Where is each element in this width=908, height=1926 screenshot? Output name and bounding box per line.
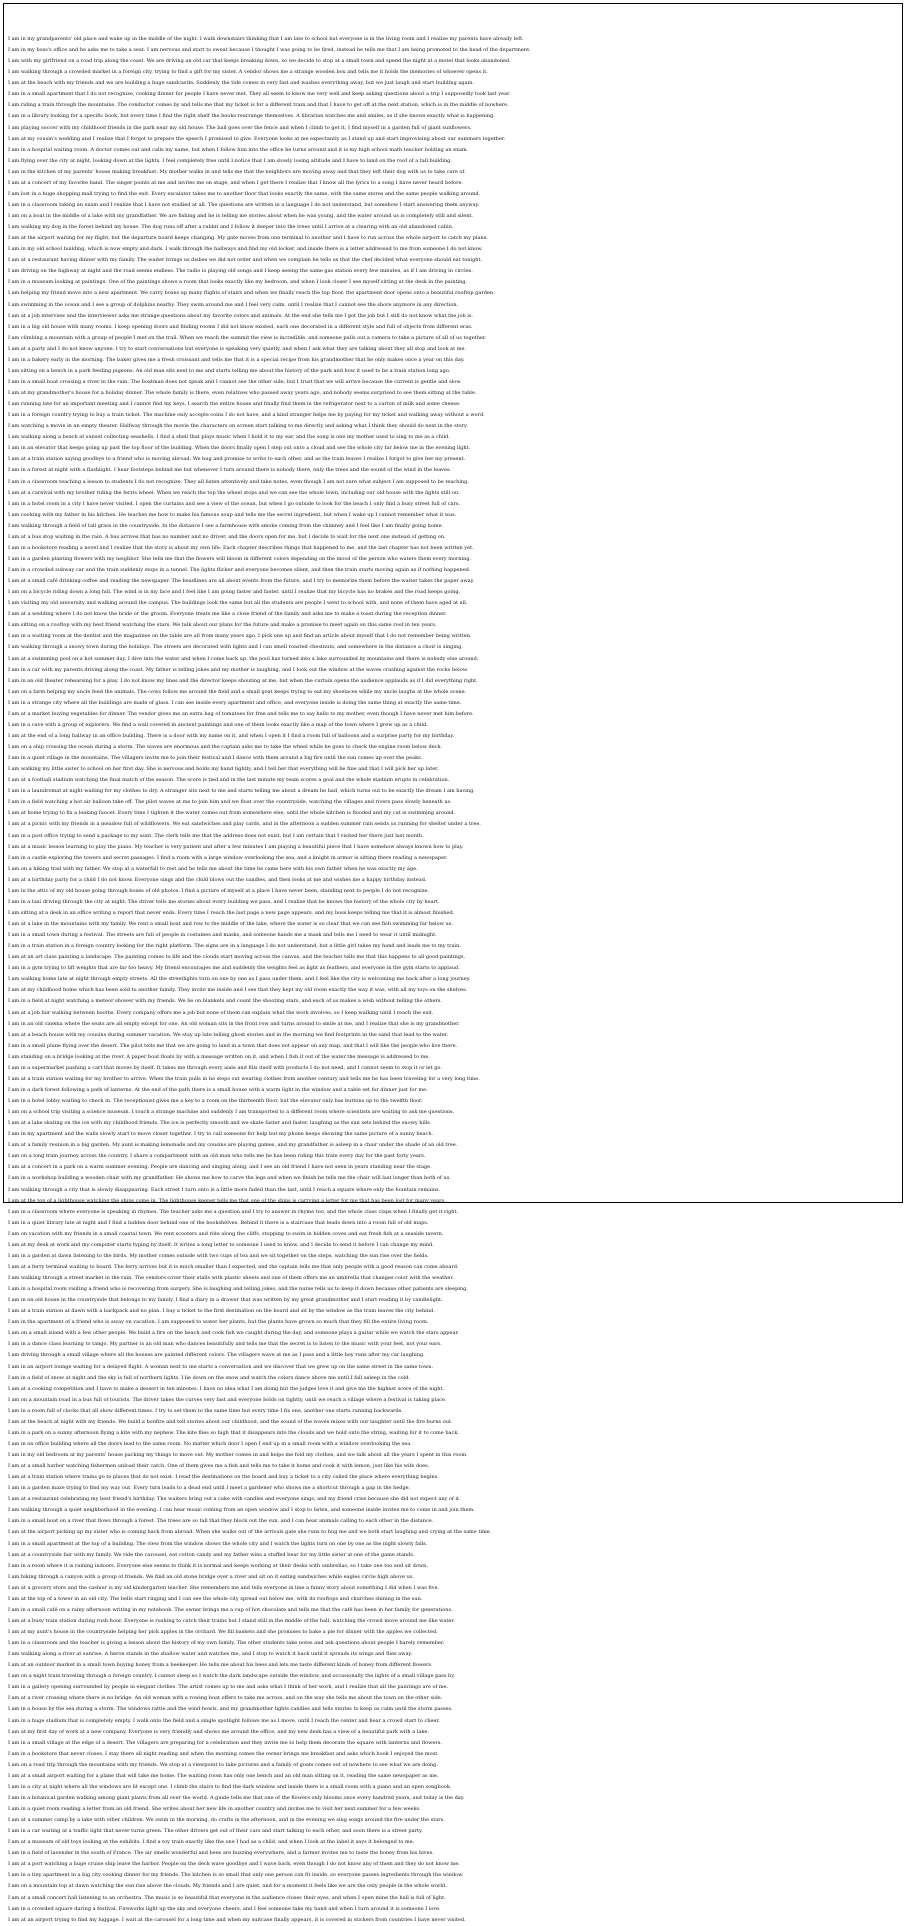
text-line: I am in a cave with a group of explorers. We find a wall covered in ancient paintings and one of them looks exactly like a map of the town where I grew up as a child. — [8, 721, 428, 728]
text-line: I am on a school trip visiting a science museum. I touch a strange machine and suddenly I am transported to a different room where scientists are waiting to ask me questions. — [8, 1109, 455, 1116]
text-line: I am at a cooking competition and I have to make a dessert in ten minutes. I have no idea what I am doing but the judges love it and give me the highest score of the night. — [8, 1385, 445, 1392]
text-line: I am in a small boat crossing a river in the rain. The boatman does not speak and I cannot see the other side, but I trust that we will arrive because the current is gentle and slow. — [8, 378, 462, 385]
text-line: I am at a ferry terminal waiting to board. The ferry arrives but it is much smaller than I expected, and the captain tells me that only people with a good reason can come aboard. — [8, 1263, 459, 1270]
text-line: I am in an old house in the countryside that belongs to my family. I find a diary in a drawer that was written by my great grandmother and I start reading it by candlelight. — [8, 1297, 443, 1304]
text-line: I am at an airport trying to find my luggage. I wait at the carousel for a long time and when my suitcase finally appears, it is covered in stickers from countries I have never visited. — [8, 1916, 466, 1923]
text-line: I am at a carnival with my brother riding the ferris wheel. When we reach the top the wheel stops and we can see the whole town, including our old house with the lights still on. — [8, 489, 460, 496]
text-line: I am in my old school building, which is now empty and dark. I walk through the hallways and find my old locker, and inside there is a letter addressed to me from someone I do not know. — [8, 246, 483, 253]
text-line: I am in a castle exploring the towers and secret passages. I find a room with a large window overlooking the sea, and a knight in armor is sitting there reading a newspaper. — [8, 854, 448, 861]
text-line: I am walking through a snowy town during the holidays. The streets are decorated with lights and I can smell roasted chestnuts, and somewhere in the distance a choir is singing. — [8, 644, 463, 651]
text-line: I am in a strange city where all the buildings are made of glass. I can see inside every apartment and office, and everyone inside is doing the same thing at exactly the same time. — [8, 699, 462, 706]
text-line: I am in the apartment of a friend who is away on vacation. I am supposed to water her plants, but the plants have grown so much that they fill the entire living room. — [8, 1319, 429, 1326]
text-line: I am at the top of a lighthouse watching the ships come in. The lighthouse keeper tells me that one of the ships is carrying a letter for me that has been lost for many years. — [8, 1197, 446, 1204]
text-line: I am on a farm helping my uncle feed the animals. The cows follow me around the field and a small goat keeps trying to eat my shoelaces while my uncle laughs at the whole scene. — [8, 688, 467, 695]
text-line: I am in a bookstore reading a novel and I realize that the story is about my own life. Each chapter describes things that happened to me, and the last chapter has not been written yet. — [8, 544, 474, 551]
text-line: I am in my apartment and the walls slowly start to move closer together. I try to call someone for help but my phone keeps showing the same picture of a sunny beach. — [8, 1131, 434, 1138]
text-line: I am walking along a river at sunrise. A heron stands in the shallow water and watches me, and I stop to watch it back until it spreads its wings and flies away. — [8, 1651, 413, 1658]
text-line: I am at a restaurant having dinner with my family. The waiter brings us dishes we did not order and when we complain he tells us that the chef decided what everyone should eat tonight. — [8, 257, 483, 264]
text-line: I am at a small café drinking coffee and reading the newspaper. The headlines are all about events from the future, and I try to memorize them before the waiter takes the paper away. — [8, 578, 475, 585]
text-line: I am at a train station saying goodbye to a friend who is moving abroad. We hug and promise to write to each other, and as the train leaves I realize I forgot to give her my present. — [8, 456, 466, 463]
text-line: I am at a birthday party for a child I do not know. Everyone sings and the child blows out the candles, and then looks at me and wishes me a happy birthday instead. — [8, 876, 427, 883]
text-line: I am walking my little sister to school on her first day. She is nervous and holds my hand tightly, and I tell her that everything will be fine and that I will pick her up later. — [8, 766, 439, 773]
text-line: I am at a restaurant celebrating my best friend's birthday. The waiters bring out a cake with candles and everyone sings, and my friend cries because she did not expect any of it. — [8, 1496, 461, 1503]
text-line: I am playing soccer with my childhood friends in the park near my old house. The ball goes over the fence and when I climb to get it, I find myself in a garden full of giant sunflowers. — [8, 124, 472, 131]
document-page — [3, 3, 903, 1923]
text-line: I am in a house by the sea during a storm. The windows rattle and the wind howls, and my grandmother lights candles and tells stories to keep us calm until the storm passes. — [8, 1706, 453, 1713]
text-line: I am at a train station where trains go to places that do not exist. I read the destinations on the board and buy a ticket to a city called the place where everything begins. — [8, 1474, 439, 1481]
text-line: I am hiking through a canyon with a group of friends. We find an old stone bridge over a river and sit on it eating sandwiches while eagles circle high above us. — [8, 1573, 415, 1580]
text-line: I am at my childhood home which has been sold to another family. They invite me inside and I see that they kept my old room exactly the way it was, with all my toys on the shelves. — [8, 987, 468, 994]
text-line: I am at a small harbor watching fishermen unload their catch. One of them gives me a fish and tells me to take it home and cook it with lemon, just like his wife does. — [8, 1463, 430, 1470]
text-line: I am walking my dog in the forest behind my house. The dog runs off after a rabbit and I follow it deeper into the trees until I arrive at a clearing with an old abandoned cabin. — [8, 224, 454, 231]
text-line: I am in an old theater rehearsing for a play. I do not know my lines and the director keeps shouting at me, but when the curtain opens the audience applauds as if I did everything right. — [8, 677, 478, 684]
text-line: I am at a lake skating on the ice with my childhood friends. The ice is perfectly smooth and we skate faster and faster, laughing as the sun sets behind the snowy hills. — [8, 1120, 432, 1127]
text-line: I am sitting on a bench in a park feeding pigeons. An old man sits next to me and starts telling me about the history of the park and how it used to be a train station long ago. — [8, 367, 451, 374]
text-line: I am in a huge stadium that is completely empty. I walk onto the field and a single spotlight follows me as I move, until I reach the center and hear a crowd start to cheer. — [8, 1717, 440, 1724]
text-line: I am on a ship crossing the ocean during a storm. The waves are enormous and the captain asks me to take the wheel while he goes to check the engine room below deck. — [8, 744, 443, 750]
text-line: I am at a river crossing where there is no bridge. An old woman with a rowing boat offers to take me across, and on the way she tells me about the town on the other side. — [8, 1695, 443, 1702]
text-line: I am at the top of a tower in an old city. The bells start ringing and I can see the whole city spread out below me, with its rooftops and churches shining in the sun. — [8, 1595, 423, 1602]
text-line: I am in an elevator that keeps going up past the top floor of the building. When the doors finally open I step out onto a cloud and see the whole city far below me in the evening light. — [8, 445, 471, 452]
text-line: I am at a music lesson learning to play the piano. My teacher is very patient and after a few minutes I am playing a beautiful piece that I have somehow always known how to play. — [8, 843, 464, 850]
text-line: I am at a countryside fair with my family. We ride the carousel, eat cotton candy and my father wins a stuffed bear for my little sister at one of the game stands. — [8, 1551, 415, 1558]
text-line: I am at a small concert hall listening to an orchestra. The music is so beautiful that everyone in the audience closes their eyes, and when I open mine the hall is full of light. — [8, 1894, 446, 1901]
text-line: I am in a classroom taking an exam and I realize that I have not studied at all. The questions are written in a language I do not understand, but somehow I start answering them anyway. — [8, 201, 480, 208]
text-line: I am at my cousin's wedding and I realize that I forgot to prepare the speech I promised to give. Everyone looks at me expectantly as I stand up and start improvising about our summers together. — [8, 135, 506, 142]
text-line: I am at a concert in a park on a warm summer evening. People are dancing and singing along, and I see an old friend I have not seen in years standing near the stage. — [8, 1164, 432, 1171]
text-line: I am in an old cinema where the seats are all empty except for one. An old woman sits in the front row and turns around to smile at me, and I realize that she is my grandmother. — [8, 1020, 460, 1027]
text-line: I am in a garden at dawn listening to the birds. My mother comes outside with two cups of tea and we sit together on the steps, watching the sun rise over the fields. — [8, 1252, 429, 1259]
text-line: I am in a train station in a foreign country looking for the right platform. The signs are in a language I do not understand, but a little girl takes my hand and leads me to my train. — [8, 943, 461, 950]
text-line: I am in a crowded square during a festival. Fireworks light up the sky and everyone cheers, and I feel someone take my hand and when I turn around it is someone I love. — [8, 1905, 441, 1912]
text-line: I am in a car waiting at a traffic light that never turns green. The other drivers get out of their cars and start talking to each other, and soon there is a street party. — [8, 1828, 423, 1835]
text-line: I am in a quiet room reading a letter from an old friend. She writes about her new life in another country and invites me to visit her next summer for a few weeks. — [8, 1806, 421, 1812]
text-line: I am in the kitchen of my parents' house making breakfast. My mother walks in and tells me that the neighbors are moving away and that they left their dog with us to take care of. — [8, 168, 466, 175]
text-line: I am in my old bedroom at my parents' house packing my things to move out. My mother comes in and helps me fold my clothes, and we talk about all the years I spent in this room. — [8, 1452, 468, 1458]
text-line: I am in a small boat on a river that flows through a forest. The trees are so tall that they block out the sun, and I can hear animals calling to each other in the distance. — [8, 1518, 434, 1525]
text-line: I am at an outdoor market in a small town buying honey from a beekeeper. He tells me about his bees and lets me taste different kinds of honey from different flowers. — [8, 1662, 433, 1669]
text-line: I am at my first day of work at a new company. Everyone is very friendly and shows me around the office, and my new desk has a view of a beautiful park with a lake. — [8, 1728, 429, 1735]
text-line: I am at a wedding where I do not know the bride or the groom. Everyone treats me like a close friend of the family and asks me to make a toast during the reception dinner. — [8, 611, 447, 618]
text-line: I am at a grocery store and the cashier is my old kindergarten teacher. She remembers me and tells everyone in line a funny story about something I did when I was five. — [8, 1584, 440, 1591]
text-line: I am in a botanical garden walking among giant plants from all over the world. A guide tells me that one of the flowers only blooms once every hundred years, and today is the day. — [8, 1794, 465, 1801]
text-line: I am in a gym trying to lift weights that are far too heavy. My friend encourages me and suddenly the weights feel as light as feathers, and everyone in the gym starts to applaud. — [8, 965, 460, 972]
text-line: I am on vacation with my friends in a small coastal town. We rent scooters and ride along the cliffs, stopping to swim in hidden coves and eat fresh fish at a seaside tavern. — [8, 1230, 444, 1237]
text-line: I am swimming in the ocean and I see a group of dolphins nearby. They swim around me and I feel very calm, until I realize that I cannot see the shore anymore in any direction. — [8, 301, 459, 308]
text-line: I am in a garden planting flowers with my neighbor. She tells me that the flowers will bloom in different colors depending on the mood of the person who waters them every morning. — [8, 555, 472, 562]
text-line: I am in a bakery early in the morning. The baker gives me a fresh croissant and tells me that it is a special recipe from his grandmother that he only makes once a year on this day. — [8, 356, 465, 363]
text-line: I am at a football stadium watching the final match of the season. The score is tied and in the last minute my team scores a goal and the whole stadium erupts in celebration. — [8, 777, 450, 784]
text-line: I am in a forest at night with a flashlight. I hear footsteps behind me but whenever I turn around there is nobody there, only the trees and the sound of the wind in the leaves. — [8, 467, 452, 474]
text-line: I am at a family reunion in a big garden. My aunt is making lemonade and my cousins are playing games, and my grandfather is asleep in a chair under the shade of an old tree. — [8, 1142, 458, 1149]
text-line: I am at the beach with my friends and we are building a huge sandcastle. Suddenly the tide comes in very fast and washes everything away, but we just laugh and start building again. — [8, 80, 474, 87]
text-line: I am on a mountain top at dawn watching the sun rise above the clouds. My friends and I are quiet, and for a moment it feels like we are the only people in the whole world. — [8, 1883, 447, 1890]
text-line: I am in a bookstore that never closes. I stay there all night reading and when the morning comes the owner brings me breakfast and asks which book I enjoyed the most. — [8, 1750, 439, 1757]
text-line: I am walking through a street market in the rain. The vendors cover their stalls with plastic sheets and one of them offers me an umbrella that changes color with the weather. — [8, 1275, 454, 1281]
text-line: I am in a small apartment that I do not recognize, cooking dinner for people I have never met. They all seem to know me very well and keep asking questions about a trip I supposedly took last year. — [8, 91, 511, 98]
text-line: I am standing on a bridge looking at the river. A paper boat floats by with a message written on it, and when I fish it out of the water the message is addressed to me. — [8, 1053, 430, 1060]
text-line: I am in a quiet village in the mountains. The villagers invite me to join their festival and I dance with them around a big fire until the sun comes up over the peaks. — [8, 755, 423, 762]
text-line: I am with my girlfriend on a road trip along the coast. We are driving an old car that keeps breaking down, so we decide to stop at a small town and spend the night at a motel that looks abandoned. — [8, 58, 511, 65]
text-line: I am at a small airport waiting for a plane that will take me home. The waiting room has only one bench and an old man sitting on it, reading the same newspaper as me. — [8, 1772, 439, 1779]
text-line: I am on a hiking trail with my father. We stop at a waterfall to rest and he tells me about the time he came here with his own father when he was exactly my age. — [8, 865, 418, 872]
text-line: I am at a concert of my favorite band. The singer points at me and invites me on stage, and when I get there I realize that I know all the lyrics to a song I have never heard before. — [8, 179, 464, 186]
text-line: I am at the end of a long hallway in an office building. There is a door with my name on it, and when I open it I find a room full of balloons and a surprise party for my birthday. — [8, 732, 455, 739]
text-line: I am in a gallery opening surrounded by people in elegant clothes. The artist comes up to me and asks what I think of her work, and I realize that all the paintings are of me. — [8, 1684, 449, 1691]
text-line: I am at a port watching a huge cruise ship leave the harbor. People on the deck wave goodbye and I wave back, even though I do not know any of them and they do not know me. — [8, 1861, 460, 1868]
text-line: I am at an art class painting a landscape. The painting comes to life and the clouds start moving across the canvas, and the teacher tells me that this happens to all good paintings. — [8, 954, 466, 961]
text-line: I am in a waiting room at the dentist and the magazines on the table are all from many years ago. I pick one up and find an article about myself that I do not remember being written. — [8, 633, 472, 640]
text-line: I am in a tiny apartment in a big city cooking dinner for my friends. The kitchen is so small that only one person can fit inside, so everyone passes ingredients through the window. — [8, 1872, 464, 1879]
text-line: I am at a museum of old toys looking at the exhibits. I find a toy train exactly like the one I had as a child, and when I look at the label it says it belonged to me. — [8, 1839, 415, 1846]
text-line: I am walking through a quiet neighborhood in the evening. I can hear music coming from an open window and I stop to listen, and someone inside invites me to come in and join them. — [8, 1507, 475, 1514]
text-line: I am in my grandparents' old place and wake up in the middle of the night. I walk downstairs thinking that I am late to school but everyone is in the living room and I realize my parents have already left. — [8, 36, 524, 42]
text-line: I am in a small apartment at the top of a building. The view from the window shows the whole city and I watch the lights turn on one by one as the night slowly falls. — [8, 1540, 428, 1547]
text-line: I am in a museum looking at paintings. One of the paintings shows a room that looks exactly like my bedroom, and when I look closer I see myself sitting at the desk in the painting. — [8, 279, 468, 286]
text-line: I am at the airport picking up my sister who is coming back from abroad. When she walks out of the arrivals gate she runs to hug me and we both start laughing and crying at the same time. — [8, 1529, 492, 1536]
text-line: I am on a bicycle riding down a long hill. The wind is in my face and I feel like I am going faster and faster, until I realize that my bicycle has no brakes and the road keeps going. — [8, 589, 461, 596]
text-line: I am in a field at night watching a meteor shower with my friends. We lie on blankets and count the shooting stars, and each of us makes a wish without telling the others. — [8, 998, 442, 1005]
text-line: I am in a park on a sunny afternoon flying a kite with my nephew. The kite flies so high that it disappears into the clouds and we hold onto the string, waiting for it to come back. — [8, 1429, 459, 1436]
text-line: I am in a classroom where everyone is speaking in rhymes. The teacher asks me a question and I try to answer in rhyme too, and the whole class claps when I finally get it right. — [8, 1208, 459, 1215]
text-line: I am visiting my old university and walking around the campus. The buildings look the same but all the students are people I went to school with, and none of them have aged at all. — [8, 600, 468, 607]
text-line: I am in a big old house with many rooms. I keep opening doors and finding rooms I did not know existed, each one decorated in a different style and full of objects from different eras. — [8, 323, 473, 330]
text-line: I am sitting at a desk in an office writing a report that never ends. Every time I reach the last page a new page appears, and my boss keeps telling me that it is almost finished. — [8, 909, 455, 916]
text-line: I am in a small plane flying over the desert. The pilot tells me that we are going to land in a town that does not appear on any map, and that I will like the people who live there. — [8, 1042, 458, 1049]
text-line: I am in a post office trying to send a package to my aunt. The clerk tells me that the address does not exist, but I am certain that I visited her there just last month. — [8, 832, 424, 839]
text-line: I am walking through a city that is slowly disappearing. Each street I turn onto is a little more faded than the last, until I reach a square where only the fountain remains. — [8, 1186, 441, 1193]
text-line: I am in a small town during a festival. The streets are full of people in costumes and masks, and someone hands me a mask and tells me I need to wear it until midnight. — [8, 932, 437, 939]
text-line: I am climbing a mountain with a group of people I met on the trail. When we reach the summit the view is incredible, and someone pulls out a camera to take a picture of all of us together. — [8, 334, 487, 341]
text-line: I am in an office building where all the doors lead to the same room. No matter which door I open I end up in a small room with a window overlooking the sea. — [8, 1440, 412, 1447]
text-line: I am in an airport lounge waiting for a delayed flight. A woman next to me starts a conversation and we discover that we grew up on the same street in the same town. — [8, 1363, 434, 1370]
text-line: I am at the beach at night with my friends. We build a bonfire and tell stories about our childhood, and the sound of the waves mixes with our laughter until the fire burns out. — [8, 1418, 453, 1425]
text-line: I am helping my friend move into a new apartment. We carry boxes up many flights of stairs and when we finally reach the top floor, the apartment door opens onto a beautiful rooftop garden. — [8, 290, 495, 297]
text-line: I am in a car with my parents driving along the coast. My father is telling jokes and my mother is laughing, and I look out the window at the waves crashing against the rocks below. — [8, 666, 468, 673]
text-line: I am in a foreign country trying to buy a train ticket. The machine only accepts coins I do not have, and a kind stranger helps me by paying for my ticket and walking away without a word. — [8, 412, 485, 419]
text-line: I am in a hotel lobby waiting to check in. The receptionist gives me a key to a room on the thirteenth floor, but the elevator only has buttons up to the twelfth floor. — [8, 1098, 423, 1104]
text-line: I am in the attic of my old house going through boxes of old photos. I find a picture of myself at a place I have never been, standing next to people I do not recognize. — [8, 887, 430, 894]
text-line: I am at a train station waiting for my brother to arrive. When the train pulls in he steps out wearing clothes from another century and tells me he has been traveling for a very long time. — [8, 1075, 480, 1082]
text-line: I am driving through a small village where all the houses are painted different colors. The villagers wave at me as I pass and a little boy runs after my car laughing. — [8, 1352, 425, 1359]
text-line: I am in a hotel room in a city I have never visited. I open the curtains and see a view of the ocean, but when I go outside to look for the beach I only find a busy street full of cars. — [8, 500, 461, 507]
text-line: I am at a busy train station during rush hour. Everyone is rushing to catch their trains but I stand still in the middle of the hall, watching the crowd move around me like water. — [8, 1617, 455, 1624]
text-line: I am at a bus stop waiting in the rain. A bus arrives that has no number and no driver, and the doors open for me, but I decide to wait for the next one instead of getting on. — [8, 533, 446, 540]
text-line: I am at a picnic with my friends in a meadow full of wildflowers. We eat sandwiches and play cards, and in the afternoon a sudden summer rain sends us running for shelter under a tree. — [8, 821, 481, 828]
text-line: I am walking home late at night through empty streets. All the streetlights turn on one by one as I pass under them, and I feel like the city is welcoming me back after a long journey. — [8, 976, 471, 983]
text-line: I am walking through a crowded market in a foreign city, trying to find a gift for my sister. A vendor shows me a strange wooden box and tells me it holds the memories of whoever opens it. — [8, 69, 488, 76]
text-line: I am in a hospital room visiting a friend who is recovering from surgery. She is laughing and telling jokes, and the nurse tells us to keep it down because other patients are sleeping. — [8, 1286, 468, 1293]
document-body — [8, 34, 898, 1926]
text-line: I am in a garden maze trying to find my way out. Every turn leads to a dead end until I meet a gardener who shows me a shortcut through a gap in the hedge. — [8, 1485, 411, 1492]
text-line: I am in a library looking for a specific book, but every time I find the right shelf the books rearrange themselves. A librarian watches me and smiles, as if she knows exactly what is happening. — [8, 113, 495, 120]
text-line: I am sitting on a rooftop with my best friend watching the stars. We talk about our plans for the future and make a promise to meet again on this same roof in ten years. — [8, 622, 437, 629]
text-line: I am in a supermarket pushing a cart that moves by itself. It takes me through every aisle and fills itself with products I do not need, and I cannot seem to stop it or let go. — [8, 1064, 442, 1071]
text-line: I am at a lake in the mountains with my family. We rent a small boat and row to the middle of the lake, where the water is so clear that we can see fish swimming far below us. — [8, 921, 453, 927]
text-line: I am on a boat in the middle of a lake with my grandfather. We are fishing and he is telling me stories about when he was young, and the water around us is completely still and silent. — [8, 213, 474, 219]
text-line: I am driving on the highway at night and the road seems endless. The radio is playing old songs and I keep seeing the same gas station every few minutes, as if I am driving in circles. — [8, 268, 473, 275]
text-line: I am at my grandmother's house for a holiday dinner. The whole family is there, even relatives who passed away years ago, and nobody seems surprised to see them sitting at the table. — [8, 390, 477, 396]
text-line: I am in my boss's office and he asks me to take a seat. I am nervous and start to sweat because I thought I was going to be fired, instead he tells me that I am being promoted to the head of the department. — [8, 47, 531, 54]
text-line: I am at a summer camp by a lake with other children. We swim in the morning, do crafts in the afternoon, and in the evening we sing songs around the fire under the stars. — [8, 1817, 445, 1824]
text-line: I am in a classroom and the teacher is giving a lesson about the history of my own family. The other students take notes and ask questions about people I barely remember. — [8, 1640, 445, 1647]
text-line: I am in a small café on a rainy afternoon writing in my notebook. The owner brings me a cup of hot chocolate and tells me that the café has been in her family for generations. — [8, 1606, 453, 1613]
text-line: I am at a swimming pool on a hot summer day. I dive into the water and when I come back up, the pool has turned into a lake surrounded by mountains and there is nobody else around. — [8, 655, 479, 662]
text-line: I am in a room where it is raining indoors. Everyone else seems to think it is normal and keeps working at their desks with umbrellas, so I take one too and sit down. — [8, 1562, 428, 1569]
text-line: I am in a quiet library late at night and I find a hidden door behind one of the bookshelves. Behind it there is a staircase that leads down into a room full of old maps. — [8, 1219, 429, 1226]
text-line: I am in a dance class learning to tango. My partner is an old man who dances beautifully and tells me that the secret is to listen to the music with your feet, not your ears. — [8, 1341, 442, 1348]
text-line: I am in a hospital waiting room. A doctor comes out and calls my name, but when I follow him into the office he turns around and it is my high school math teacher holding an exam. — [8, 146, 469, 153]
text-line: I am in a dark forest following a path of lanterns. At the end of the path there is a small house with a warm light in the window and a table set for dinner just for me. — [8, 1086, 428, 1093]
text-line: I am in a crowded subway car and the train suddenly stops in a tunnel. The lights flicker and everyone becomes silent, and then the train starts moving again as if nothing happened. — [8, 567, 471, 573]
text-line: I am in a field of lavender in the south of France. The air smells wonderful and bees are buzzing everywhere, and a farmer invites me to taste the honey from his hives. — [8, 1850, 434, 1857]
text-line: I am walking through a field of tall grass in the countryside. In the distance I see a farmhouse with smoke coming from the chimney and I feel like I am finally going home. — [8, 522, 444, 529]
text-line: I am cooking with my father in his kitchen. He teaches me how to make his famous soup and tells me the secret ingredient, but when I wake up I cannot remember what it was. — [8, 511, 457, 518]
text-line: I am at a market buying vegetables for dinner. The vendor gives me an extra bag of tomatoes for free and tells me to say hello to my mother, even though I have never met him before. — [8, 710, 474, 717]
text-line: I am in a room full of clocks that all show different times. I try to set them to the same time but every time I fix one, another one starts running backwards. — [8, 1407, 403, 1414]
text-line: I am lost in a huge shopping mall trying to find the exit. Every escalator takes me to another floor that looks exactly the same, with the same stores and the same people walking around. — [8, 190, 481, 197]
text-line: I am in a laundromat at night waiting for my clothes to dry. A stranger sits next to me and starts telling me about a dream he had, which turns out to be exactly the dream I am having. — [8, 788, 475, 795]
text-line: I am at a job interview and the interviewer asks me strange questions about my favorite colors and animals. At the end she tells me I got the job but I still do not know what the job is. — [8, 312, 474, 319]
text-line: I am on a road trip through the mountains with my friends. We stop at a viewpoint to take pictures and a family of goats comes out of nowhere to see what we are doing. — [8, 1761, 438, 1768]
text-line: I am on a small island with a few other people. We build a fire on the beach and cook fish we caught during the day, and someone plays a guitar while we watch the stars appear. — [8, 1330, 459, 1337]
text-line: I am walking along a beach at sunset collecting seashells. I find a shell that plays music when I hold it to my ear, and the song is one my mother used to sing to me as a child. — [8, 434, 450, 441]
text-line: I am at a train station at dawn with a backpack and no plan. I buy a ticket to the first destination on the board and sit by the window as the train leaves the city behind. — [8, 1308, 435, 1315]
text-line: I am flying over the city at night, looking down at the lights. I feel completely free until I notice that I am slowly losing altitude and I have to land on the roof of a tall building. — [8, 157, 452, 164]
text-line: I am on a long train journey across the country. I share a compartment with an old man who tells me he has been riding this train every day for the past forty years. — [8, 1153, 426, 1160]
text-line: I am at home trying to fix a leaking faucet. Every time I tighten it the water comes out from somewhere else, until the whole kitchen is flooded and my cat is swimming around. — [8, 810, 456, 817]
text-line: I am at the airport waiting for my flight, but the departure board keeps changing. My gate moves from one terminal to another and I have to run across the whole airport to catch my plane. — [8, 235, 489, 242]
text-line: I am at a beach house with my cousins during summer vacation. We stay up late telling ghost stories and in the morning we find footprints in the sand that lead to the water. — [8, 1031, 449, 1038]
text-line: I am at a job fair walking between booths. Every company offers me a job but none of them can explain what the work involves, so I keep walking until I reach the exit. — [8, 1009, 434, 1016]
text-line: I am on a mountain road in a bus full of tourists. The driver takes the curves very fast and everyone holds on tightly, until we reach a village where a festival is taking place. — [8, 1396, 447, 1403]
text-line: I am at a party and I do not know anyone. I try to start conversations but everyone is speaking very quietly, and when I ask what they are talking about they all stop and look at me. — [8, 345, 467, 352]
text-line: I am on a night train traveling through a foreign country. I cannot sleep so I watch the dark landscape outside the window, and occasionally the lights of a small village pass by. — [8, 1673, 455, 1680]
text-line: I am in a field of snow at night and the sky is full of northern lights. I lie down on the snow and watch the colors dance above me until I fall asleep in the cold. — [8, 1374, 411, 1381]
text-line: I am running late for an important meeting and I cannot find my keys. I search the entire house and finally find them in the refrigerator next to a carton of milk and some cheese. — [8, 401, 461, 408]
text-line: I am in a city at night where all the windows are lit except one. I climb the stairs to find the dark window and inside there is a small room with a piano and an open songbook. — [8, 1783, 452, 1790]
text-line: I am in a workshop building a wooden chair with my grandfather. He shows me how to carve the legs and when we finish he tells me the chair will last longer than both of us. — [8, 1175, 451, 1182]
text-line: I am at my desk at work and my computer starts typing by itself. It writes a long letter to someone I used to know, and I decide to send it before I can change my mind. — [8, 1241, 434, 1248]
text-line: I am in a small village at the edge of a desert. The villagers are preparing for a celebration and they invite me to help them decorate the square with lanterns and flowers. — [8, 1739, 442, 1746]
text-line: I am in a classroom teaching a lesson to students I do not recognize. They all listen attentively and take notes, even though I am not sure what subject I am supposed to be teaching. — [8, 478, 469, 485]
text-line: I am watching a movie in an empty theater. Halfway through the movie the characters on screen start talking to me directly and asking what I think they should do next in the story. — [8, 423, 468, 430]
text-line: I am in a field watching a hot air balloon take off. The pilot waves at me to join him and we float over the countryside, watching the villages and rivers pass slowly beneath us. — [8, 799, 452, 806]
text-line: I am at my aunt's house in the countryside helping her pick apples in the orchard. We fill baskets and she promises to bake a pie for dinner with the apples we collected. — [8, 1629, 438, 1635]
text-line: I am in a taxi driving through the city at night. The driver tells me stories about every building we pass, and I realize that he knows the history of the whole city by heart. — [8, 898, 440, 905]
text-line: I am riding a train through the mountains. The conductor comes by and tells me that my ticket is for a different train and that I have to get off at the next station, which is in the middle of nowhere. — [8, 102, 509, 109]
